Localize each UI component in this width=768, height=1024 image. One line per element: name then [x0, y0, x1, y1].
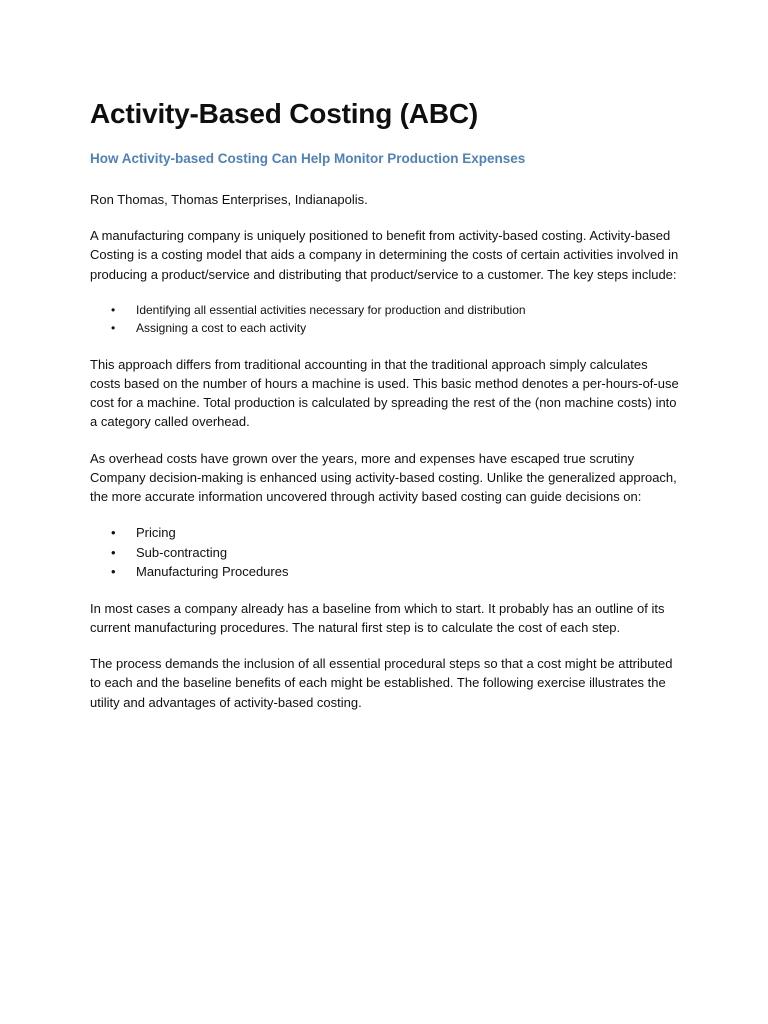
list-item-text: Sub-contracting	[136, 544, 228, 560]
list-item-text: Identifying all essential activities necessary for production and distribution	[136, 302, 526, 317]
bullet-icon: •	[111, 321, 116, 336]
decisions-list	[90, 523, 680, 582]
overhead-paragraph: As overhead costs have grown over the years, more and expenses have escaped true scrutiny Company decision-making is enhanced using activity-based costing. Unlike the generalized approach, the more accurate information uncovered through activity based costing can guide decisions on:	[90, 450, 677, 505]
document-subtitle: How Activity-based Costing Can Help Monitor Production Expenses	[90, 151, 526, 166]
key-steps-list	[90, 301, 680, 338]
document-page	[90, 96, 680, 729]
list-item	[90, 562, 680, 582]
bullet-icon: •	[111, 564, 116, 580]
list-item	[90, 301, 680, 320]
baseline-paragraph: In most cases a company already has a baseline from which to start. It probably has an outline of its current manufacturing procedures. The natural first step is to calculate the cost of each step.	[90, 600, 665, 635]
bullet-icon: •	[111, 544, 116, 560]
bullet-icon: •	[111, 525, 116, 541]
intro-paragraph: A manufacturing company is uniquely positioned to benefit from activity-based costing. Activity-based Costing is a costing model that aids a company in determining the costs of certain activities involved in producing a product/service and distributing that product/service to a customer. The key steps include:	[90, 228, 679, 282]
process-paragraph: The process demands the inclusion of all essential procedural steps so that a cost might be attributed to each and the baseline benefits of each might be established. The following exercise illustrates the utility and advantages of activity-based costing.	[90, 656, 673, 710]
traditional-approach-paragraph: This approach differs from traditional accounting in that the traditional approach simply calculates costs based on the number of hours a machine is used. This basic method denotes a per-hours-of-use cost for a machine. Total production is calculated by spreading the rest of the (non machine costs) into a category called overhead.	[90, 356, 679, 430]
list-item	[90, 543, 680, 563]
author-line: Ron Thomas, Thomas Enterprises, Indianapolis.	[90, 192, 368, 207]
bullet-icon: •	[111, 302, 116, 317]
list-item	[90, 523, 680, 543]
list-item	[90, 319, 680, 338]
list-item-text: Pricing	[136, 525, 176, 541]
document-title: Activity-Based Costing (ABC)	[90, 98, 478, 129]
list-item-text: Assigning a cost to each activity	[136, 321, 307, 336]
list-item-text: Manufacturing Procedures	[136, 564, 289, 580]
